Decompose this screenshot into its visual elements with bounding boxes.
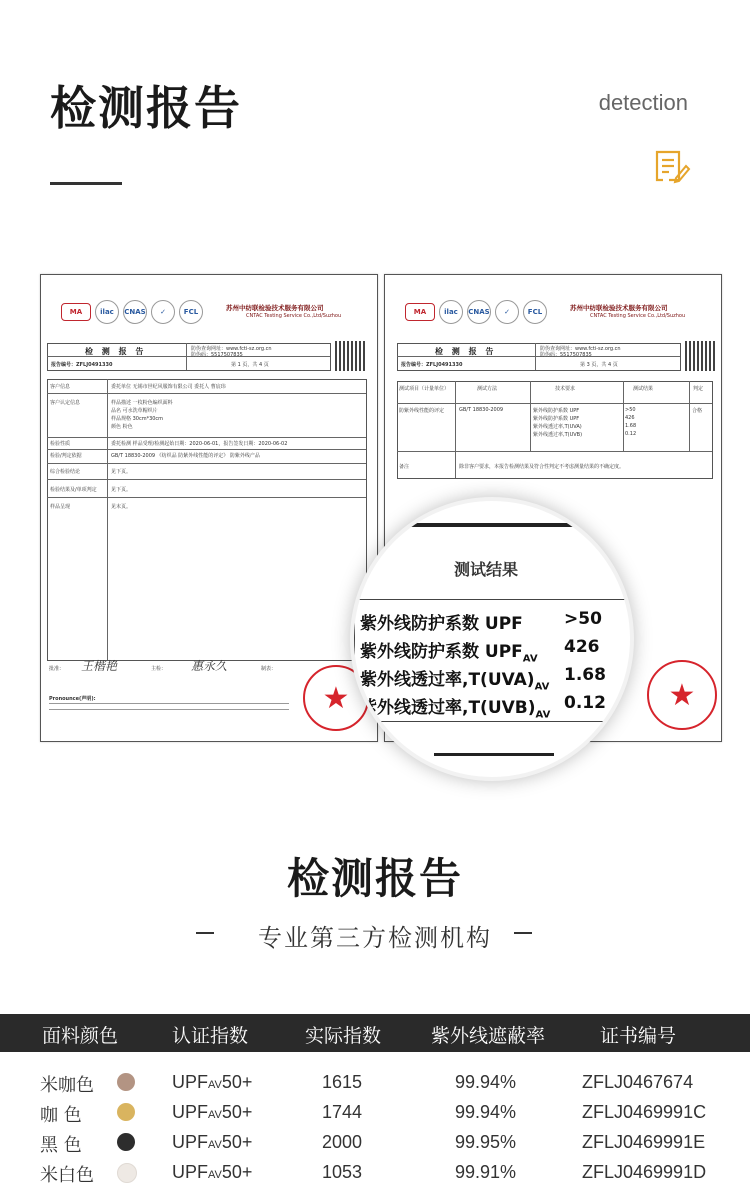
th-cert-number: 证书编号	[600, 1025, 677, 1047]
ilac-logo: ilac	[439, 300, 463, 324]
company-name: 苏州中纺联检验技术服务有限公司	[226, 304, 324, 312]
company-name-en: CNTAC Testing Service Co.,Ltd/Suzhou	[590, 313, 686, 319]
cnas-logo: CNAS	[467, 300, 491, 324]
pronounce-label: Pronounce(声明):	[49, 696, 96, 702]
qr-code	[685, 341, 715, 371]
official-stamp: ★	[647, 660, 717, 730]
report-number: 报告编号：ZFLJ0491330	[51, 362, 113, 368]
th-actual-index: 实际指数	[305, 1025, 382, 1047]
cert-logos	[405, 299, 547, 325]
company-name: 苏州中纺联检验技术服务有限公司	[570, 304, 668, 312]
page-number: 第 1 页，共 4 页	[231, 362, 269, 368]
zoom-heading: 测试结果	[454, 560, 519, 579]
color-swatch	[117, 1073, 135, 1091]
report-title: 检 测 报 告	[85, 347, 147, 356]
zoom-row-upf: 紫外线防护系数 UPF	[360, 614, 523, 634]
official-stamp: ★	[303, 665, 369, 731]
th-cert-index: 认证指数	[172, 1025, 249, 1047]
magnifier-zoom: 测试结果 紫外线防护系数 UPF >50 紫外线防护系数 $UPF_{AV}$ 426 紫外线透过率$,T(UVA)_{AV}$ 1.68 紫外线透过率$,T(UVB)_{AV}$ 0.12	[350, 497, 634, 781]
zoom-row-uvb: 紫外线透过率$,T(UVB)_{AV}$	[360, 698, 551, 721]
cnas-logo: CNAS	[123, 300, 147, 324]
fcl-logo: FCL	[179, 300, 203, 324]
report-edit-icon	[652, 146, 692, 186]
verify-site: 防伪查询网址：www.fcti-sz.org.cn	[191, 346, 272, 352]
section-title: 检测报告	[286, 854, 463, 903]
cert-logos	[61, 299, 203, 325]
title-underline	[50, 182, 122, 185]
report-info-table	[47, 379, 367, 661]
th-fabric-color: 面料颜色	[42, 1025, 119, 1047]
color-swatch	[117, 1133, 135, 1151]
verify-code: 防伪码：5517507835	[191, 352, 243, 358]
approver-signature: 王楷艳	[81, 659, 118, 673]
cma-logo: MA	[61, 303, 91, 321]
page-title: 检测报告	[50, 81, 242, 135]
company-name-en: CNTAC Testing Service Co.,Ltd/Suzhou	[246, 313, 342, 319]
report-page-1: MA ilac CNAS ✓ FCL 苏州中纺联检验技术服务有限公司 CNTAC Testing Service Co.,Ltd/Suzhou 检 测 报 告 报告编号：ZFLJ0491330 防伪查询网址：www.fcti-sz.org.cn 防伪码：5517507835 第 1 页，共 4 页 客户信息 委托单位 无锡市世纪风服饰有限公司 委托人 曹宸玮 客户认定信息 样品描述 一枚粉色编织面料 品名 可水洗草帽织片 样品规格 30cm*30cm 颜色 粉色 检验性质 委托检测 样品受理/检测起始日期：2020-06-01，报告签发日期：2020-06-02 检验/判定依据 GB/T 18830-2009 《纺织品 防紫外线性能的评定》 防紫外线产品 综合检验结论 见下页。 检验结果及/单项判定 见下页。 样品呈现 见末页。 批准： 王楷艳 主检： 惠永久 制表： Pronounce(声明): ★	[40, 274, 378, 742]
reviewer-signature: 惠永久	[191, 659, 228, 673]
fcl-logo: FCL	[523, 300, 547, 324]
ilac-logo: ilac	[95, 300, 119, 324]
th-uv-rate: 紫外线遮蔽率	[431, 1025, 546, 1047]
page-subtitle: detection	[598, 90, 688, 115]
testing-logo: ✓	[495, 300, 519, 324]
testing-logo: ✓	[151, 300, 175, 324]
color-swatch	[117, 1103, 135, 1121]
qr-code	[335, 341, 365, 371]
section-subtitle: 专业第三方检测机构	[258, 924, 492, 952]
report-page-3: MA ilac CNAS ✓ FCL 苏州中纺联检验技术服务有限公司 CNTAC Testing Service Co.,Ltd/Suzhou 检 测 报 告 报告编号：ZFLJ0491330 防伪查询网址：www.fcti-sz.org.cn 防伪码：5517507835 第 3 页，共 4 页 测试项目（计量单位） 测试方法 技术要求 测试结果 判定 防紫外线性能的评定 GB/T 18830-2009 紫外线防护系数 UPF >50 紫外线防护系数 UPF 426 紫外线透过率,T(UVA) 1.68 紫外线透过率,T(UVB) 0.12 合格 备注 除非客户要求，本报告检测结果及符合性判定不考虑测量结果的不确定度。 ★	[384, 274, 722, 742]
dash-right	[514, 932, 532, 934]
color-swatch	[117, 1163, 137, 1183]
zoom-row-upf-av: 紫外线防护系数 $UPF_{AV}$	[360, 642, 538, 665]
zoom-row-uva: 紫外线透过率$,T(UVA)_{AV}$	[360, 670, 550, 693]
cma-logo: MA	[405, 303, 435, 321]
